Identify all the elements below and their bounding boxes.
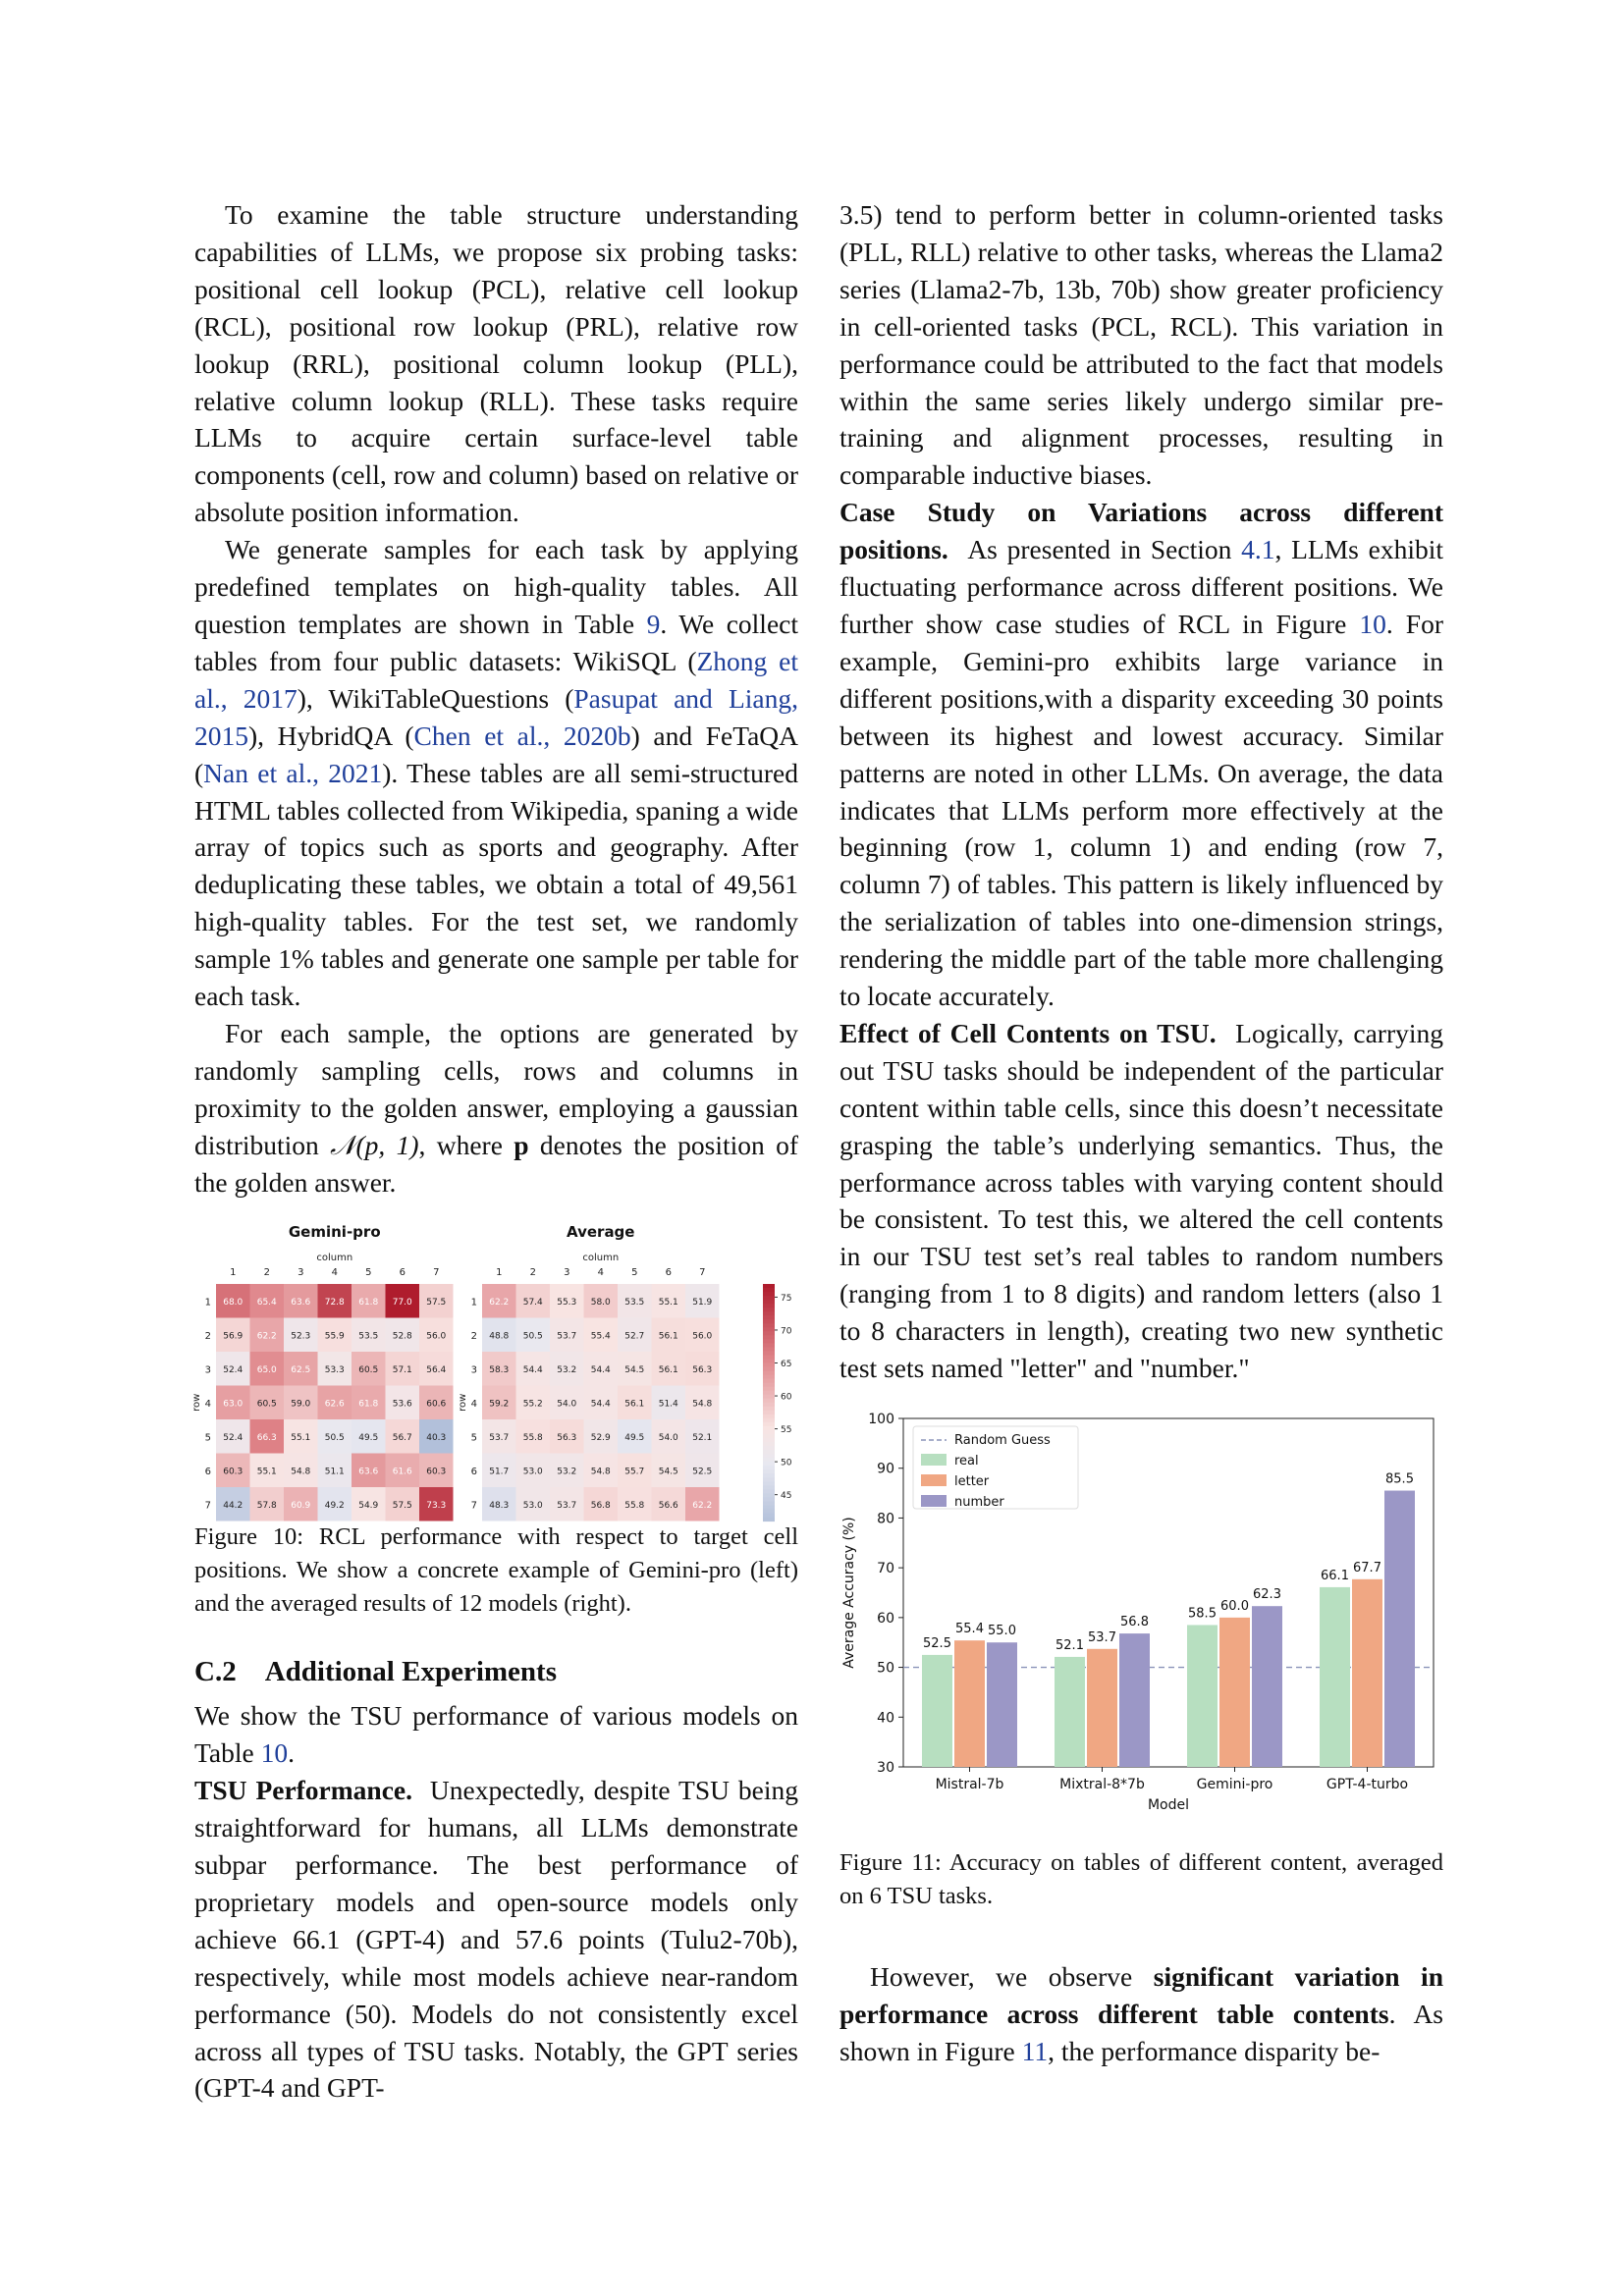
heatmap-cell-label: 49.5	[358, 1433, 379, 1444]
y-tick-label: 40	[877, 1710, 894, 1727]
figure-ref-link[interactable]: 10	[1359, 608, 1386, 639]
bar-data-label: 58.5	[1188, 1606, 1217, 1622]
bar-data-label: 66.1	[1321, 1568, 1349, 1583]
paragraph-probing-tasks: To examine the table structure understanding capabilities of LLMs, we propose six probing tasks: positional cell lookup (PCL), relative cell lookup (RCL), positional row lookup (PRL), relative row lookup (RRL), positional column lookup (PLL), relative column lookup (RLL). These tasks require LLMs to acquire certain surface-level table components (cell, row and column) based on relative or absolute position information.	[194, 199, 798, 528]
heatmap-cell-label: 68.0	[223, 1298, 244, 1308]
heatmap-cell-label: 53.3	[324, 1365, 345, 1376]
colorbar-segment	[763, 1348, 775, 1353]
heatmap-cell-label: 62.2	[489, 1298, 510, 1308]
heatmap-col-tick: 2	[263, 1267, 270, 1279]
colorbar-segment	[763, 1407, 775, 1412]
colorbar-segment	[763, 1426, 775, 1431]
colorbar-segment	[763, 1455, 775, 1460]
heatmap-row-tick: 6	[204, 1467, 211, 1478]
heatmap-cell-label: 59.0	[291, 1399, 311, 1410]
x-axis-label: Model	[1147, 1797, 1190, 1813]
heatmap-cell-label: 56.0	[692, 1331, 713, 1342]
heatmap-cell-label: 52.3	[291, 1331, 311, 1342]
heatmap-cell-label: 50.5	[324, 1433, 345, 1444]
heatmap-cell-label: 58.0	[590, 1298, 611, 1308]
heatmap-cell-label: 55.1	[256, 1467, 277, 1477]
heatmap-cell-label: 62.5	[291, 1365, 311, 1376]
heatmap-cell-label: 60.3	[426, 1467, 447, 1477]
bar	[1320, 1587, 1350, 1767]
x-tick-label: Gemini-pro	[1196, 1777, 1273, 1792]
colorbar-segment	[763, 1430, 775, 1435]
figure-10-caption: Figure 10: RCL performance with respect to target cell positions. We show a concrete example of Gemini-pro (left) and the averaged results of 12 models (right).	[194, 1523, 798, 1618]
colorbar-tick-label: 65	[781, 1360, 792, 1370]
colorbar-segment	[763, 1478, 775, 1483]
heatmap-cell-label: 54.8	[291, 1467, 311, 1477]
heatmap-cell-label: 60.3	[223, 1467, 244, 1477]
colorbar-segment	[763, 1316, 775, 1321]
heatmap-cell-label: 55.3	[557, 1298, 577, 1308]
legend-swatch	[921, 1454, 947, 1466]
bar	[1087, 1649, 1117, 1767]
heatmap-cell-label: 49.5	[624, 1433, 645, 1444]
heatmap-cell-label: 77.0	[392, 1298, 412, 1308]
bar	[1384, 1491, 1415, 1767]
heatmap-row-tick: 4	[470, 1399, 477, 1411]
run-in-heading: TSU Performance.	[194, 1775, 413, 1806]
bar	[922, 1655, 952, 1767]
colorbar-segment	[763, 1375, 775, 1380]
colorbar-segment	[763, 1470, 775, 1475]
heatmap-cell-label: 61.8	[358, 1399, 379, 1410]
bar-data-label: 67.7	[1353, 1560, 1381, 1575]
right-column	[839, 196, 1443, 2070]
colorbar-segment	[763, 1383, 775, 1388]
heatmap-cell-label: 63.6	[291, 1298, 311, 1308]
heatmap-cell-label: 56.1	[658, 1365, 678, 1376]
colorbar-segment	[763, 1502, 775, 1507]
heatmap-cell-label: 56.4	[426, 1365, 447, 1376]
heatmap-cell-label: 51.4	[658, 1399, 678, 1410]
colorbar-segment	[763, 1305, 775, 1309]
bar-data-label: 85.5	[1385, 1471, 1414, 1487]
x-tick-label: Mixtral-8*7b	[1059, 1777, 1145, 1792]
left-column	[191, 196, 799, 2107]
colorbar-segment	[763, 1474, 775, 1479]
figure-11-bar-chart	[839, 1407, 1443, 1819]
y-tick-label: 30	[877, 1760, 894, 1776]
heatmap-cell-label: 51.7	[489, 1467, 510, 1477]
heatmap-cell-label: 54.5	[624, 1365, 645, 1376]
legend-swatch	[921, 1474, 947, 1486]
heatmap-cell-label: 57.5	[392, 1501, 412, 1512]
heatmap-cell-label: 56.7	[392, 1433, 412, 1444]
heatmap-cell-label: 66.3	[256, 1433, 277, 1444]
bar-data-label: 62.3	[1253, 1587, 1281, 1603]
bar	[1252, 1606, 1282, 1767]
heatmap-cell-label: 52.7	[624, 1331, 645, 1342]
heatmap-col-tick: 3	[564, 1267, 570, 1279]
heatmap-row-tick: 7	[204, 1500, 211, 1512]
heatmap-col-tick: 6	[665, 1267, 672, 1279]
heatmap-cell-label: 53.7	[557, 1331, 577, 1342]
x-tick-label: GPT-4-turbo	[1326, 1777, 1409, 1792]
heatmap-cell-label: 51.9	[692, 1298, 713, 1308]
math-gaussian: 𝒩(p, 1)	[330, 1129, 419, 1160]
heatmap-cell-label: 54.4	[590, 1399, 611, 1410]
colorbar-segment	[763, 1344, 775, 1349]
heatmap-cell-label: 56.8	[590, 1501, 611, 1512]
colorbar-segment	[763, 1415, 775, 1419]
colorbar-segment	[763, 1510, 775, 1515]
heatmap-cell-label: 63.6	[358, 1467, 379, 1477]
heatmap-cell-label: 52.8	[392, 1331, 412, 1342]
figure-11-caption: Figure 11: Accuracy on tables of different content, averaged on 6 TSU tasks.	[839, 1848, 1443, 1909]
colorbar-tick-label: 45	[781, 1491, 792, 1502]
figure-11	[839, 1407, 1443, 1829]
colorbar-tick-label: 60	[781, 1393, 792, 1404]
bar	[1119, 1633, 1150, 1767]
y-tick-label: 50	[877, 1660, 894, 1677]
heatmap-cell-label: 61.8	[358, 1298, 379, 1308]
heatmap-row-tick: 2	[204, 1331, 211, 1343]
colorbar-segment	[763, 1340, 775, 1345]
heatmap-col-tick: 5	[365, 1267, 372, 1279]
colorbar-segment	[763, 1395, 775, 1400]
colorbar-segment	[763, 1403, 775, 1408]
colorbar-segment	[763, 1422, 775, 1427]
heatmap-cell-label: 72.8	[324, 1298, 345, 1308]
legend-label: letter	[954, 1474, 990, 1489]
heatmap-cell-label: 54.5	[658, 1467, 678, 1477]
heatmap-cell-label: 60.5	[256, 1399, 277, 1410]
heatmap-cell-label: 55.1	[291, 1433, 311, 1444]
colorbar-tick-label: 75	[781, 1294, 792, 1305]
colorbar-segment	[763, 1506, 775, 1511]
heatmap-cell-label: 52.4	[223, 1433, 244, 1444]
heatmap-cell-label: 53.2	[557, 1467, 577, 1477]
section-heading: C.2 Additional Experiments	[194, 1656, 557, 1688]
heatmap-row-tick: 1	[204, 1297, 211, 1308]
heatmap-row-tick: 4	[204, 1399, 211, 1411]
heatmap-cell-label: 56.0	[426, 1331, 447, 1342]
heatmap-col-tick: 2	[529, 1267, 536, 1279]
bar-data-label: 55.4	[955, 1622, 984, 1637]
colorbar-segment	[763, 1399, 775, 1404]
bar-data-label: 53.7	[1088, 1629, 1116, 1645]
heatmap-cell-label: 56.9	[223, 1331, 244, 1342]
heatmap-col-tick: 3	[298, 1267, 304, 1279]
colorbar-segment	[763, 1482, 775, 1487]
paragraph-variation: However, we observe significant variation in performance across different table contents. As shown in Figure 11, the performance disparity be-	[839, 1960, 1444, 2066]
heatmap-cell-label: 57.4	[522, 1298, 543, 1308]
heatmap-cell-label: 56.6	[658, 1501, 678, 1512]
heatmap-col-tick: 7	[699, 1267, 706, 1279]
colorbar-segment	[763, 1514, 775, 1519]
heatmap-row-tick: 2	[470, 1331, 477, 1343]
heatmap-row-tick: 1	[470, 1297, 477, 1308]
colorbar-segment	[763, 1297, 775, 1302]
paragraph-case-study: Case Study on Variations across different positions. As presented in Section 4.1, LLMs exhibit fluctuating performance across different positions. We further show case studies of RCL in Figure 10. For example, Gemini-pro exhibits large variance in different positions,with a disparity exceeding 30 points between its highest and lowest accuracy. Similar patterns are noted in other LLMs. On average, the data indicates that LLMs perform more effectively at the beginning (row 1, column 1) and ending (row 7, column 7) of tables. This pattern is likely influenced by the serialization of tables into one-dimension strings, rendering the middle part of the table more challenging to locate accurately.	[839, 497, 1443, 1012]
colorbar-segment	[763, 1352, 775, 1357]
colorbar-segment	[763, 1336, 775, 1341]
heatmap-cell-label: 62.2	[692, 1501, 713, 1512]
figure-ref-link[interactable]: 11	[1021, 2035, 1049, 2066]
heatmap-col-tick: 4	[597, 1267, 604, 1279]
bar-data-label: 52.5	[923, 1635, 951, 1651]
heatmap-cell-label: 53.5	[624, 1298, 645, 1308]
heatmap-cell-label: 53.5	[358, 1331, 379, 1342]
heatmap-cell-label: 54.0	[557, 1399, 577, 1410]
colorbar-segment	[763, 1320, 775, 1325]
colorbar-segment	[763, 1284, 775, 1289]
heatmap-row-tick: 5	[470, 1432, 477, 1444]
heatmap-cell-label: 53.0	[522, 1501, 543, 1512]
run-in-heading: Effect of Cell Contents on TSU.	[839, 1017, 1217, 1048]
heatmap-cell-label: 52.5	[692, 1467, 713, 1477]
heatmap-cell-label: 56.3	[557, 1433, 577, 1444]
heatmap-cell-label: 58.3	[489, 1365, 510, 1376]
citation-link[interactable]: Chen et al., 2020b	[413, 720, 631, 751]
heatmap-xlabel: column	[316, 1253, 353, 1264]
heatmap-cell-label: 50.5	[522, 1331, 543, 1342]
heatmap-cell-label: 56.3	[692, 1365, 713, 1376]
colorbar-segment	[763, 1486, 775, 1491]
colorbar-segment	[763, 1451, 775, 1456]
heatmap-cell-label: 49.2	[324, 1501, 345, 1512]
heatmap-row-tick: 6	[470, 1467, 477, 1478]
colorbar-segment	[763, 1459, 775, 1464]
heatmap-cell-label: 48.8	[489, 1331, 510, 1342]
heatmap-col-tick: 6	[399, 1267, 406, 1279]
colorbar-segment	[763, 1312, 775, 1317]
colorbar-segment	[763, 1288, 775, 1293]
heatmap-cell-label: 55.4	[590, 1331, 611, 1342]
heatmap-cell-label: 59.2	[489, 1399, 510, 1410]
heatmap-cell-label: 52.1	[692, 1433, 713, 1444]
paragraph-options: For each sample, the options are generated by randomly sampling cells, rows and columns in proximity to the golden answer, employing a gaussian distribution 𝒩(p, 1), where p denotes the position of the golden answer.	[194, 1017, 798, 1198]
paragraph-cell-contents: Effect of Cell Contents on TSU. Logically, carrying out TSU tasks should be independent of the particular content within table cells, since this doesn’t necessitate grasping the table’s underlying semantics. Thus, the performance across tables with varying content should be consistent. To test this, we altered the cell contents in our TSU test set’s real tables to random numbers (ranging from 1 to 8 digits) and random letters (also 1 to 8 characters in length), creating two new synthetic test sets named "letter" and "number."	[839, 1017, 1444, 1384]
colorbar-segment	[763, 1490, 775, 1495]
heatmap-xlabel: column	[582, 1253, 620, 1264]
y-tick-label: 60	[877, 1610, 894, 1627]
y-tick-label: 100	[868, 1412, 894, 1427]
heatmap-cell-label: 65.0	[256, 1365, 277, 1376]
heatmap-ylabel: row	[458, 1394, 468, 1413]
colorbar-tick-label: 55	[781, 1425, 792, 1436]
heatmap-col-tick: 5	[631, 1267, 638, 1279]
heatmap-cell-label: 60.6	[426, 1399, 447, 1410]
table-ref-link[interactable]: 10	[260, 1737, 289, 1769]
heatmap-cell-label: 48.3	[489, 1501, 510, 1512]
legend	[913, 1426, 1078, 1510]
heatmap-cell-label: 53.2	[557, 1365, 577, 1376]
heatmap-cell-label: 62.6	[324, 1399, 345, 1410]
heatmap-cell-label: 61.6	[392, 1467, 412, 1477]
heatmap-cell-label: 56.1	[624, 1399, 645, 1410]
heatmap-cell-label: 57.5	[426, 1298, 447, 1308]
heatmap-cell-label: 54.9	[358, 1501, 379, 1512]
heatmap-col-tick: 1	[496, 1267, 503, 1279]
heatmap-col-tick: 1	[230, 1267, 237, 1279]
heatmap-cell-label: 54.4	[522, 1365, 543, 1376]
y-tick-label: 80	[877, 1511, 894, 1527]
heatmap-cell-label: 55.2	[522, 1399, 543, 1410]
bar	[1219, 1618, 1250, 1767]
heatmap-row-tick: 3	[204, 1364, 211, 1376]
paragraph-sample-generation: We generate samples for each task by applying predefined templates on high-quality tables. All question templates are shown in Table 9. We collect tables from four public datasets: WikiSQL (Zhong et al., 2017), WikiTableQuestions (Pasupat and Liang, 2015), HybridQA (Chen et al., 2020b) and FeTaQA (Nan et al., 2021). These tables are all semi-structured HTML tables collected from Wikipedia, spaning a wide array of topics such as sports and geography. After deduplicating these tables, we obtain a total of 49,561 high-quality tables. For the test set, we randomly sample 1% tables and generate one sample per table for each task.	[194, 534, 798, 1012]
legend-label: number	[954, 1495, 1004, 1510]
heatmap-cell-label: 60.5	[358, 1365, 379, 1376]
heatmap-cell-label: 73.3	[426, 1501, 447, 1512]
heatmap-cell-label: 53.7	[557, 1501, 577, 1512]
colorbar-segment	[763, 1371, 775, 1376]
heatmap-cell-label: 54.4	[590, 1365, 611, 1376]
table-ref-link[interactable]: 9	[646, 608, 661, 639]
heatmap-row-tick: 3	[470, 1364, 477, 1376]
heatmap-cell-label: 54.8	[692, 1399, 713, 1410]
heatmap-cell-label: 44.2	[223, 1501, 244, 1512]
colorbar-segment	[763, 1356, 775, 1361]
colorbar-segment	[763, 1434, 775, 1439]
heatmap-cell-label: 52.9	[590, 1433, 611, 1444]
heatmap-cell-label: 51.1	[324, 1467, 345, 1477]
legend-label: real	[954, 1454, 979, 1468]
colorbar-segment	[763, 1360, 775, 1364]
heatmap-cell-label: 65.4	[256, 1298, 277, 1308]
heatmap-cell-label: 52.4	[223, 1365, 244, 1376]
bar-data-label: 60.0	[1220, 1598, 1249, 1614]
citation-link[interactable]: Zhong et al., 2017	[194, 645, 798, 714]
heatmap-title: Average	[567, 1223, 635, 1242]
heatmap-title: Gemini-pro	[288, 1223, 381, 1242]
heatmap-col-tick: 7	[433, 1267, 440, 1279]
colorbar-segment	[763, 1438, 775, 1443]
colorbar-segment	[763, 1324, 775, 1329]
heatmap-cell-label: 62.2	[256, 1331, 277, 1342]
colorbar-segment	[763, 1301, 775, 1306]
heatmap-ylabel: row	[191, 1394, 202, 1413]
heatmap-cell-label: 63.0	[223, 1399, 244, 1410]
colorbar-segment	[763, 1442, 775, 1447]
colorbar-segment	[763, 1463, 775, 1468]
section-ref-link[interactable]: 4.1	[1241, 534, 1275, 565]
legend-label: Random Guess	[954, 1433, 1051, 1448]
heatmap-cell-label: 56.1	[658, 1331, 678, 1342]
colorbar-segment	[763, 1446, 775, 1451]
heatmap-cell-label: 55.7	[624, 1467, 645, 1477]
colorbar	[763, 1284, 792, 1522]
colorbar-segment	[763, 1411, 775, 1415]
colorbar-segment	[763, 1494, 775, 1499]
heatmap-cell-label: 55.8	[624, 1501, 645, 1512]
heatmap-cell-label: 55.8	[522, 1433, 543, 1444]
figure-10-heatmaps	[191, 1220, 798, 1512]
heatmap-cell-label: 40.3	[426, 1433, 447, 1444]
colorbar-segment	[763, 1332, 775, 1337]
colorbar-tick-label: 70	[781, 1326, 792, 1337]
colorbar-segment	[763, 1293, 775, 1298]
paragraph-tsu-performance: TSU Performance. Unexpectedly, despite TSU being straightforward for humans, all LLMs demonstrate subpar performance. The best performance of proprietary models and open-source models only achieve 66.1 (GPT-4) and 57.6 points (Tulu2-70b), respectively, while most models achieve near-random performance (50). Models do not consistently excel across all types of TSU tasks. Notably, the GPT series (GPT-4 and GPT-	[194, 1775, 799, 2104]
bar	[1352, 1579, 1382, 1767]
y-axis-label: Average Accuracy (%)	[841, 1517, 857, 1669]
heatmap-cell-label: 57.1	[392, 1365, 412, 1376]
citation-link[interactable]: Pasupat and Liang, 2015	[194, 682, 798, 751]
y-tick-label: 90	[877, 1461, 894, 1477]
paragraph-tsu-table: We show the TSU performance of various models on Table 10.	[194, 1700, 798, 1769]
colorbar-segment	[763, 1363, 775, 1368]
heatmap-cell-label: 53.6	[392, 1399, 412, 1410]
bar-data-label: 55.0	[988, 1624, 1016, 1639]
colorbar-segment	[763, 1391, 775, 1396]
figure-10	[191, 1220, 798, 1512]
bar-data-label: 52.1	[1056, 1637, 1084, 1653]
heatmap-cell-label: 55.9	[324, 1331, 345, 1342]
bar	[954, 1640, 985, 1767]
colorbar-tick-label: 50	[781, 1459, 792, 1469]
heatmap-cell-label: 54.0	[658, 1433, 678, 1444]
bar	[1055, 1657, 1085, 1767]
colorbar-segment	[763, 1387, 775, 1392]
bar	[1187, 1625, 1218, 1767]
heatmap-row-tick: 7	[470, 1500, 477, 1512]
colorbar-segment	[763, 1467, 775, 1471]
heatmap-cell-label: 54.8	[590, 1467, 611, 1477]
citation-link[interactable]: Nan et al., 2021	[203, 757, 383, 788]
colorbar-segment	[763, 1328, 775, 1333]
heatmap-cell-label: 57.8	[256, 1501, 277, 1512]
heatmap-cell-label: 53.0	[522, 1467, 543, 1477]
colorbar-segment	[763, 1379, 775, 1384]
heatmap-gemini-pro	[191, 1223, 454, 1522]
legend-swatch	[921, 1495, 947, 1507]
colorbar-segment	[763, 1308, 775, 1313]
run-in-heading: Case Study on Variations across different positions.	[839, 497, 1443, 565]
heatmap-cell-label: 55.1	[658, 1298, 678, 1308]
x-tick-label: Mistral-7b	[935, 1777, 1004, 1792]
bar	[987, 1642, 1017, 1767]
heatmap-cell-label: 53.7	[489, 1433, 510, 1444]
heatmap-average	[458, 1223, 720, 1522]
colorbar-segment	[763, 1498, 775, 1503]
paragraph-continued: 3.5) tend to perform better in column-oriented tasks (PLL, RLL) relative to other tasks, whereas the Llama2 series (Llama2-7b, 13b, 70b) show greater proficiency in cell-oriented tasks (PCL, RCL). This variation in performance could be attributed to the fact that models within the same series likely undergo similar pre-training and alignment processes, resulting in comparable inductive biases.	[839, 199, 1443, 491]
y-tick-label: 70	[877, 1561, 894, 1577]
colorbar-segment	[763, 1367, 775, 1372]
colorbar-segment	[763, 1418, 775, 1423]
bar-data-label: 56.8	[1120, 1615, 1149, 1630]
heatmap-row-tick: 5	[204, 1432, 211, 1444]
heatmap-col-tick: 4	[331, 1267, 338, 1279]
heatmap-cell-label: 60.9	[291, 1501, 311, 1512]
